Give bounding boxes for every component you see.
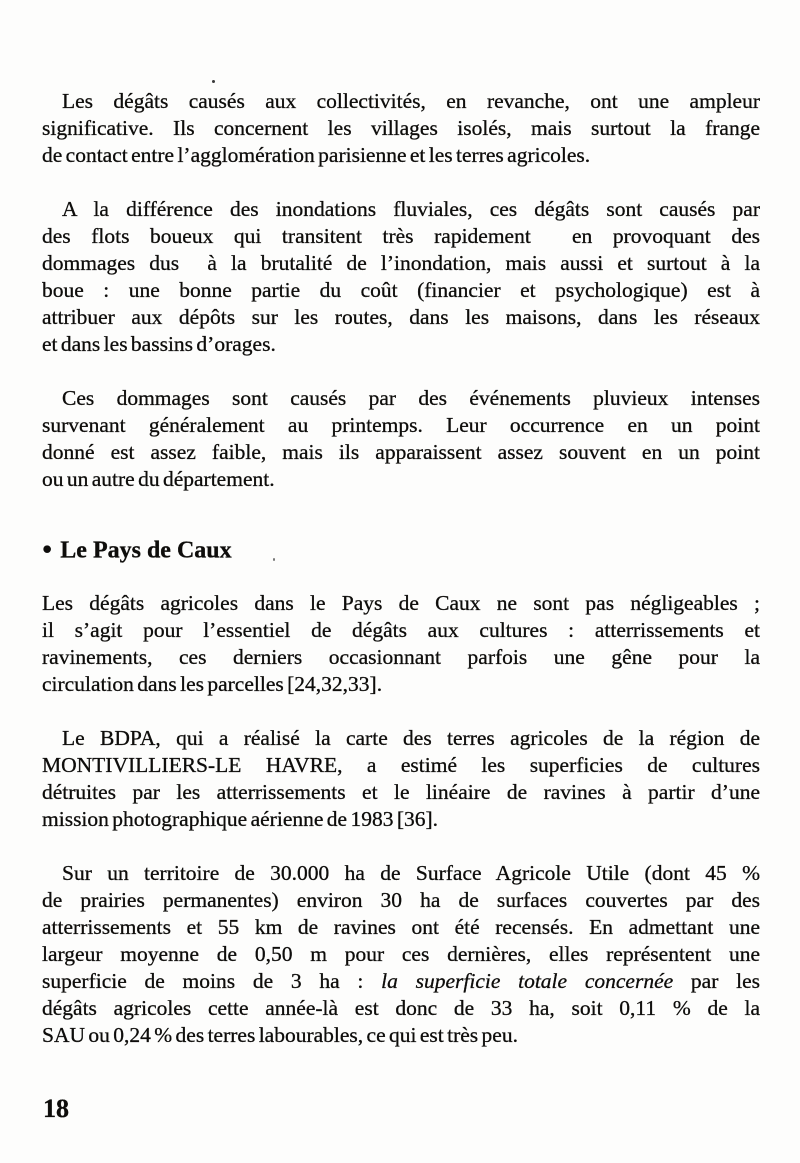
text-line: dommages dus à la brutalité de l’inondation, mais aussi et surtout à la bbox=[42, 251, 760, 275]
text-line: dégâts agricoles cette année-là est donc de 33 ha, soit 0,11 % de la bbox=[42, 996, 760, 1020]
text-line: boue : une bonne partie du coût (financier et psychologique) est à bbox=[42, 278, 760, 302]
text-line: MONTIVILLIERS-LE HAVRE, a estimé les superficies de cultures bbox=[42, 753, 760, 777]
bullet-icon: ● bbox=[42, 539, 53, 558]
text-block bbox=[42, 88, 760, 1076]
text-line: Sur un territoire de 30.000 ha de Surface Agricole Utile (dont 45 % bbox=[62, 861, 760, 885]
text-line: Les dégâts causés aux collectivités, en revanche, ont une ampleur bbox=[62, 89, 760, 113]
text-line: et dans les bassins d’orages. bbox=[42, 332, 276, 356]
paragraph bbox=[42, 196, 760, 358]
text-line: ou un autre du département. bbox=[42, 467, 275, 491]
text-line: de prairies permanentes) environ 30 ha de surfaces couvertes par des bbox=[42, 888, 760, 912]
text-line: largeur moyenne de 0,50 m pour ces dernières, elles représentent une bbox=[42, 942, 760, 966]
text-segment: par les bbox=[673, 969, 760, 993]
text-line: attribuer aux dépôts sur les routes, dans les maisons, dans les réseaux bbox=[42, 305, 760, 329]
text-line: Ces dommages sont causés par des événements pluvieux intenses bbox=[62, 386, 760, 410]
text-line: donné est assez faible, mais ils apparaissent assez souvent en un point bbox=[42, 440, 760, 464]
section-heading-label: Le Pays de Caux bbox=[60, 537, 232, 564]
text-line bbox=[42, 968, 760, 995]
paragraph bbox=[42, 725, 760, 833]
paragraph bbox=[42, 860, 760, 1049]
text-line: ravinements, ces derniers occasionnant parfois une gêne pour la bbox=[42, 645, 760, 669]
text-segment: superficie de moins de 3 ha : bbox=[42, 969, 382, 993]
scan-speck bbox=[212, 80, 215, 83]
paragraph bbox=[42, 88, 760, 169]
text-line: survenant généralement au printemps. Leur occurrence en un point bbox=[42, 413, 760, 437]
section-heading bbox=[42, 535, 760, 562]
page-number: 18 bbox=[43, 1094, 69, 1123]
text-line: A la différence des inondations fluviales, ces dégâts sont causés par bbox=[62, 197, 760, 221]
text-line: des flots boueux qui transitent très rapidement en provoquant des bbox=[42, 224, 760, 248]
text-line: circulation dans les parcelles [24,32,33]. bbox=[42, 672, 383, 696]
paragraph bbox=[42, 590, 760, 698]
text-line: Les dégâts agricoles dans le Pays de Caux ne sont pas négligeables ; bbox=[42, 591, 760, 615]
text-line: de contact entre l’agglomération parisienne et les terres agricoles. bbox=[42, 143, 591, 167]
text-line: il s’agit pour l’essentiel de dégâts aux cultures : atterrissements et bbox=[42, 618, 760, 642]
text-line: mission photographique aérienne de 1983 [36]. bbox=[42, 807, 439, 831]
text-line: significative. Ils concernent les villages isolés, mais surtout la frange bbox=[42, 116, 760, 140]
text-line: SAU ou 0,24 % des terres labourables, ce qui est très peu. bbox=[42, 1023, 518, 1047]
italic-segment: la superficie totale concernée bbox=[381, 969, 674, 993]
text-line: atterrissements et 55 km de ravines ont été recensés. En admettant une bbox=[42, 915, 760, 939]
text-line: Le BDPA, qui a réalisé la carte des terres agricoles de la région de bbox=[62, 726, 760, 750]
text-line: détruites par les atterrissements et le linéaire de ravines à partir d’une bbox=[42, 780, 760, 804]
paragraph bbox=[42, 385, 760, 493]
